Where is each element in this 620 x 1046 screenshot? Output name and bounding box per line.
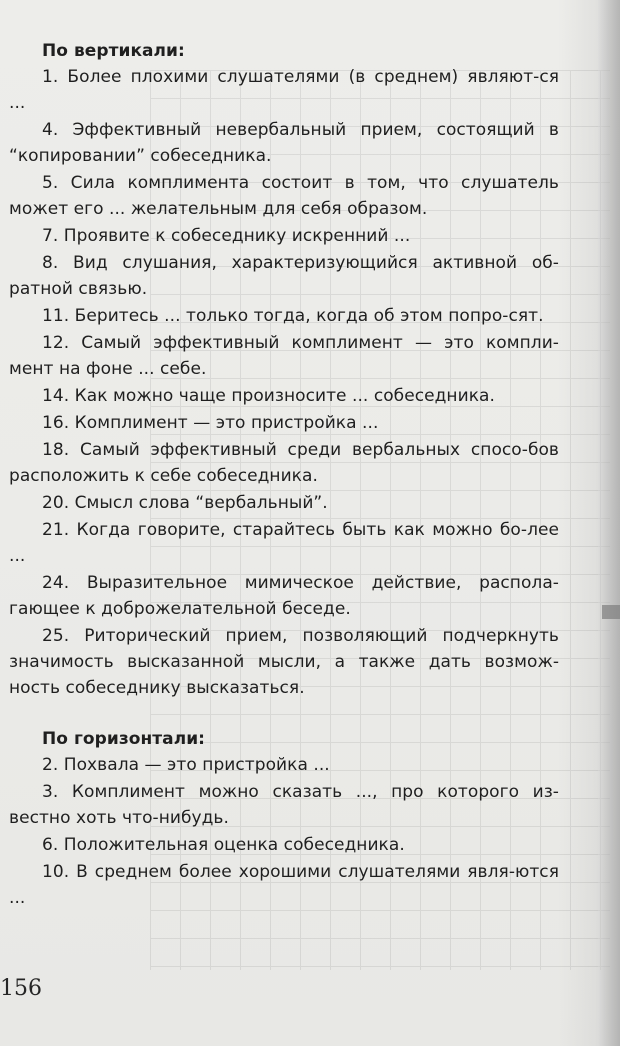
vertical-clue-7: 7. Проявите к собеседнику искренний ... [42,226,411,246]
vertical-clue-5: 5. Сила комплимента состоит в том, что слушатель может его ... желательным для себя образом. [9,173,559,219]
vertical-clue-16: 16. Комплимент — это пристройка ... [42,413,379,433]
vertical-clue-1: 1. Более плохими слушателями (в среднем) являют-ся ... [9,67,559,113]
vertical-clue-24: 24. Выразительное мимическое действие, распола-гающее к доброжелательной беседе. [9,573,559,619]
vertical-clue-20: 20. Смысл слова “вербальный”. [42,493,328,513]
crossword-clues [9,38,559,912]
vertical-heading: По вертикали: [42,41,185,61]
vertical-clue-11: 11. Беритесь ... только тогда, когда об этом попро-сят. [42,306,544,326]
horizontal-clue-3: 3. Комплимент можно сказать ..., про которого из-вестно хоть что-нибудь. [9,782,559,828]
vertical-clue-4: 4. Эффективный невербальный прием, состоящий в “копировании” собеседника. [9,120,559,166]
vertical-clue-21: 21. Когда говорите, старайтесь быть как можно бо-лее ... [9,520,559,566]
horizontal-clue-2: 2. Похвала — это пристройка ... [42,755,330,775]
vertical-clue-18: 18. Самый эффективный среди вербальных спосо-бов расположить к себе собеседника. [9,440,559,486]
page-number: 156 [0,976,42,1001]
horizontal-clue-10: 10. В среднем более хорошими слушателями явля-ются ... [9,862,559,908]
horizontal-heading: По горизонтали: [42,729,206,749]
vertical-clue-8: 8. Вид слушания, характеризующийся активной об-ратной связью. [9,253,559,299]
page-edge-shadow [598,0,620,1046]
vertical-clue-14: 14. Как можно чаще произносите ... собеседника. [42,386,495,406]
horizontal-clue-6: 6. Положительная оценка собеседника. [42,835,405,855]
edge-mark [602,605,620,619]
vertical-clue-25: 25. Риторический прием, позволяющий подчеркнуть значимость высказанной мысли, а также дать возмож-ность собеседнику высказаться. [9,626,559,698]
vertical-clue-12: 12. Самый эффективный комплимент — это компли-мент на фоне ... себе. [9,333,559,379]
section-spacer [9,702,559,726]
